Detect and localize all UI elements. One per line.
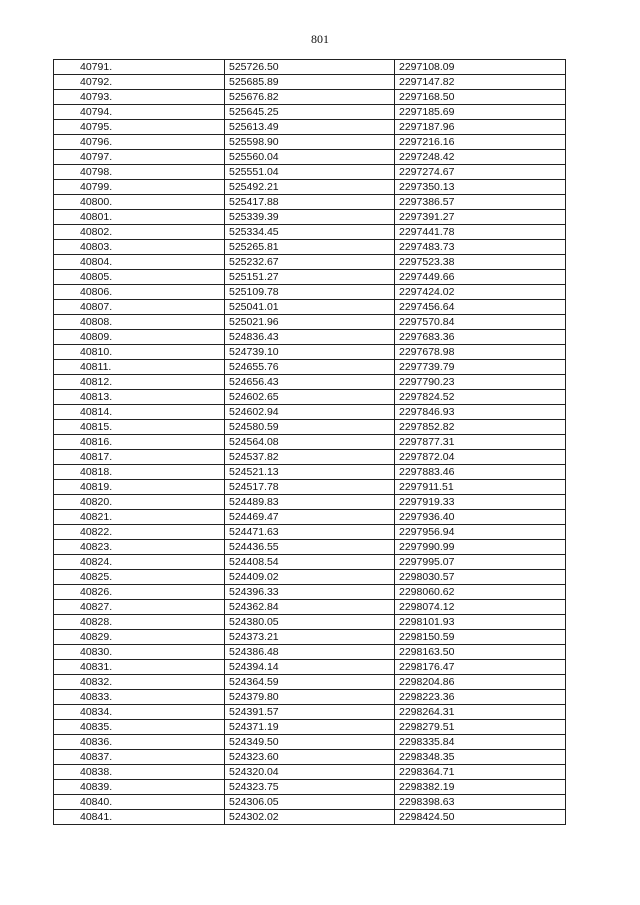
point-number-cell: 40798.	[54, 165, 225, 180]
y-coordinate-cell: 2298335.84	[395, 735, 566, 750]
table-row	[54, 750, 566, 765]
y-coordinate-cell: 2298101.93	[395, 615, 566, 630]
point-number-cell: 40803.	[54, 240, 225, 255]
table-row	[54, 60, 566, 75]
point-number-cell: 40792.	[54, 75, 225, 90]
y-coordinate-cell: 2297678.98	[395, 345, 566, 360]
y-coordinate-cell: 2297274.67	[395, 165, 566, 180]
y-coordinate-cell: 2298348.35	[395, 750, 566, 765]
x-coordinate-cell: 524386.48	[225, 645, 395, 660]
table-row	[54, 735, 566, 750]
point-number-cell: 40837.	[54, 750, 225, 765]
point-number-cell: 40816.	[54, 435, 225, 450]
table-row	[54, 225, 566, 240]
table-row	[54, 435, 566, 450]
x-coordinate-cell: 525021.96	[225, 315, 395, 330]
x-coordinate-cell: 525041.01	[225, 300, 395, 315]
x-coordinate-cell: 524373.21	[225, 630, 395, 645]
x-coordinate-cell: 525339.39	[225, 210, 395, 225]
x-coordinate-cell: 524602.65	[225, 390, 395, 405]
x-coordinate-cell: 524380.05	[225, 615, 395, 630]
y-coordinate-cell: 2297790.23	[395, 375, 566, 390]
y-coordinate-cell: 2297449.66	[395, 270, 566, 285]
table-row	[54, 315, 566, 330]
y-coordinate-cell: 2298163.50	[395, 645, 566, 660]
x-coordinate-cell: 525560.04	[225, 150, 395, 165]
y-coordinate-cell: 2297483.73	[395, 240, 566, 255]
point-number-cell: 40836.	[54, 735, 225, 750]
point-number-cell: 40808.	[54, 315, 225, 330]
table-row	[54, 135, 566, 150]
table-row	[54, 600, 566, 615]
point-number-cell: 40824.	[54, 555, 225, 570]
x-coordinate-cell: 524306.05	[225, 795, 395, 810]
x-coordinate-cell: 524391.57	[225, 705, 395, 720]
x-coordinate-cell: 524409.02	[225, 570, 395, 585]
x-coordinate-cell: 525685.89	[225, 75, 395, 90]
x-coordinate-cell: 524580.59	[225, 420, 395, 435]
table-row	[54, 780, 566, 795]
y-coordinate-cell: 2297147.82	[395, 75, 566, 90]
coordinates-table-body	[54, 60, 566, 825]
point-number-cell: 40793.	[54, 90, 225, 105]
x-coordinate-cell: 525232.67	[225, 255, 395, 270]
y-coordinate-cell: 2297872.04	[395, 450, 566, 465]
x-coordinate-cell: 524408.54	[225, 555, 395, 570]
point-number-cell: 40823.	[54, 540, 225, 555]
coordinates-table	[53, 59, 566, 825]
y-coordinate-cell: 2297523.38	[395, 255, 566, 270]
y-coordinate-cell: 2297185.69	[395, 105, 566, 120]
point-number-cell: 40831.	[54, 660, 225, 675]
y-coordinate-cell: 2298424.50	[395, 810, 566, 825]
x-coordinate-cell: 524521.13	[225, 465, 395, 480]
table-row	[54, 120, 566, 135]
y-coordinate-cell: 2297883.46	[395, 465, 566, 480]
x-coordinate-cell: 524602.94	[225, 405, 395, 420]
x-coordinate-cell: 525598.90	[225, 135, 395, 150]
point-number-cell: 40807.	[54, 300, 225, 315]
y-coordinate-cell: 2298279.51	[395, 720, 566, 735]
point-number-cell: 40818.	[54, 465, 225, 480]
y-coordinate-cell: 2297877.31	[395, 435, 566, 450]
table-row	[54, 450, 566, 465]
point-number-cell: 40795.	[54, 120, 225, 135]
point-number-cell: 40794.	[54, 105, 225, 120]
point-number-cell: 40815.	[54, 420, 225, 435]
table-row	[54, 165, 566, 180]
x-coordinate-cell: 524489.83	[225, 495, 395, 510]
table-row	[54, 585, 566, 600]
point-number-cell: 40797.	[54, 150, 225, 165]
table-row	[54, 615, 566, 630]
y-coordinate-cell: 2298074.12	[395, 600, 566, 615]
point-number-cell: 40834.	[54, 705, 225, 720]
point-number-cell: 40796.	[54, 135, 225, 150]
y-coordinate-cell: 2297936.40	[395, 510, 566, 525]
table-row	[54, 390, 566, 405]
y-coordinate-cell: 2297216.16	[395, 135, 566, 150]
page-number: 801	[311, 32, 329, 46]
y-coordinate-cell: 2297990.99	[395, 540, 566, 555]
table-row	[54, 630, 566, 645]
table-row	[54, 210, 566, 225]
table-row	[54, 570, 566, 585]
table-row	[54, 405, 566, 420]
point-number-cell: 40826.	[54, 585, 225, 600]
y-coordinate-cell: 2298398.63	[395, 795, 566, 810]
x-coordinate-cell: 525109.78	[225, 285, 395, 300]
table-row	[54, 795, 566, 810]
table-row	[54, 300, 566, 315]
y-coordinate-cell: 2297911.51	[395, 480, 566, 495]
y-coordinate-cell: 2298204.86	[395, 675, 566, 690]
x-coordinate-cell: 525417.88	[225, 195, 395, 210]
y-coordinate-cell: 2297441.78	[395, 225, 566, 240]
table-row	[54, 675, 566, 690]
y-coordinate-cell: 2297852.82	[395, 420, 566, 435]
x-coordinate-cell: 524564.08	[225, 435, 395, 450]
table-row	[54, 465, 566, 480]
point-number-cell: 40814.	[54, 405, 225, 420]
x-coordinate-cell: 524323.75	[225, 780, 395, 795]
table-row	[54, 255, 566, 270]
y-coordinate-cell: 2298382.19	[395, 780, 566, 795]
table-row	[54, 195, 566, 210]
x-coordinate-cell: 524371.19	[225, 720, 395, 735]
y-coordinate-cell: 2298223.36	[395, 690, 566, 705]
y-coordinate-cell: 2297846.93	[395, 405, 566, 420]
table-row	[54, 375, 566, 390]
x-coordinate-cell: 524471.63	[225, 525, 395, 540]
table-row	[54, 420, 566, 435]
table-row	[54, 270, 566, 285]
x-coordinate-cell: 524517.78	[225, 480, 395, 495]
point-number-cell: 40813.	[54, 390, 225, 405]
point-number-cell: 40799.	[54, 180, 225, 195]
y-coordinate-cell: 2298364.71	[395, 765, 566, 780]
point-number-cell: 40819.	[54, 480, 225, 495]
point-number-cell: 40828.	[54, 615, 225, 630]
y-coordinate-cell: 2297683.36	[395, 330, 566, 345]
point-number-cell: 40840.	[54, 795, 225, 810]
table-row	[54, 330, 566, 345]
point-number-cell: 40839.	[54, 780, 225, 795]
x-coordinate-cell: 525551.04	[225, 165, 395, 180]
y-coordinate-cell: 2297386.57	[395, 195, 566, 210]
x-coordinate-cell: 524364.59	[225, 675, 395, 690]
point-number-cell: 40833.	[54, 690, 225, 705]
y-coordinate-cell: 2297108.09	[395, 60, 566, 75]
point-number-cell: 40811.	[54, 360, 225, 375]
table-row	[54, 495, 566, 510]
point-number-cell: 40820.	[54, 495, 225, 510]
y-coordinate-cell: 2298264.31	[395, 705, 566, 720]
table-row	[54, 765, 566, 780]
table-row	[54, 90, 566, 105]
y-coordinate-cell: 2297350.13	[395, 180, 566, 195]
y-coordinate-cell: 2297424.02	[395, 285, 566, 300]
y-coordinate-cell: 2298150.59	[395, 630, 566, 645]
table-row	[54, 480, 566, 495]
table-row	[54, 285, 566, 300]
table-row	[54, 540, 566, 555]
x-coordinate-cell: 524469.47	[225, 510, 395, 525]
table-row	[54, 660, 566, 675]
y-coordinate-cell: 2297739.79	[395, 360, 566, 375]
y-coordinate-cell: 2297995.07	[395, 555, 566, 570]
y-coordinate-cell: 2297168.50	[395, 90, 566, 105]
table-row	[54, 345, 566, 360]
point-number-cell: 40841.	[54, 810, 225, 825]
table-row	[54, 240, 566, 255]
y-coordinate-cell: 2298030.57	[395, 570, 566, 585]
table-row	[54, 645, 566, 660]
x-coordinate-cell: 524302.02	[225, 810, 395, 825]
x-coordinate-cell: 525334.45	[225, 225, 395, 240]
table-row	[54, 720, 566, 735]
point-number-cell: 40800.	[54, 195, 225, 210]
table-row	[54, 690, 566, 705]
y-coordinate-cell: 2298060.62	[395, 585, 566, 600]
point-number-cell: 40827.	[54, 600, 225, 615]
y-coordinate-cell: 2297248.42	[395, 150, 566, 165]
point-number-cell: 40825.	[54, 570, 225, 585]
x-coordinate-cell: 524379.80	[225, 690, 395, 705]
point-number-cell: 40805.	[54, 270, 225, 285]
y-coordinate-cell: 2297391.27	[395, 210, 566, 225]
table-row	[54, 75, 566, 90]
point-number-cell: 40804.	[54, 255, 225, 270]
point-number-cell: 40817.	[54, 450, 225, 465]
x-coordinate-cell: 524323.60	[225, 750, 395, 765]
table-row	[54, 705, 566, 720]
point-number-cell: 40791.	[54, 60, 225, 75]
point-number-cell: 40806.	[54, 285, 225, 300]
table-row	[54, 555, 566, 570]
x-coordinate-cell: 524436.55	[225, 540, 395, 555]
y-coordinate-cell: 2297187.96	[395, 120, 566, 135]
x-coordinate-cell: 524739.10	[225, 345, 395, 360]
x-coordinate-cell: 525265.81	[225, 240, 395, 255]
point-number-cell: 40829.	[54, 630, 225, 645]
x-coordinate-cell: 524349.50	[225, 735, 395, 750]
y-coordinate-cell: 2297919.33	[395, 495, 566, 510]
x-coordinate-cell: 524394.14	[225, 660, 395, 675]
x-coordinate-cell: 524656.43	[225, 375, 395, 390]
x-coordinate-cell: 525645.25	[225, 105, 395, 120]
x-coordinate-cell: 524836.43	[225, 330, 395, 345]
point-number-cell: 40832.	[54, 675, 225, 690]
table-row	[54, 180, 566, 195]
point-number-cell: 40830.	[54, 645, 225, 660]
table-row	[54, 525, 566, 540]
table-row	[54, 150, 566, 165]
y-coordinate-cell: 2297570.84	[395, 315, 566, 330]
x-coordinate-cell: 524655.76	[225, 360, 395, 375]
x-coordinate-cell: 524362.84	[225, 600, 395, 615]
table-row	[54, 810, 566, 825]
table-row	[54, 360, 566, 375]
y-coordinate-cell: 2298176.47	[395, 660, 566, 675]
y-coordinate-cell: 2297456.64	[395, 300, 566, 315]
table-row	[54, 510, 566, 525]
y-coordinate-cell: 2297824.52	[395, 390, 566, 405]
x-coordinate-cell: 525676.82	[225, 90, 395, 105]
x-coordinate-cell: 524396.33	[225, 585, 395, 600]
x-coordinate-cell: 525613.49	[225, 120, 395, 135]
x-coordinate-cell: 525726.50	[225, 60, 395, 75]
point-number-cell: 40809.	[54, 330, 225, 345]
point-number-cell: 40822.	[54, 525, 225, 540]
x-coordinate-cell: 525151.27	[225, 270, 395, 285]
x-coordinate-cell: 524320.04	[225, 765, 395, 780]
point-number-cell: 40835.	[54, 720, 225, 735]
point-number-cell: 40802.	[54, 225, 225, 240]
point-number-cell: 40812.	[54, 375, 225, 390]
point-number-cell: 40838.	[54, 765, 225, 780]
point-number-cell: 40821.	[54, 510, 225, 525]
x-coordinate-cell: 524537.82	[225, 450, 395, 465]
x-coordinate-cell: 525492.21	[225, 180, 395, 195]
point-number-cell: 40801.	[54, 210, 225, 225]
table-row	[54, 105, 566, 120]
y-coordinate-cell: 2297956.94	[395, 525, 566, 540]
point-number-cell: 40810.	[54, 345, 225, 360]
